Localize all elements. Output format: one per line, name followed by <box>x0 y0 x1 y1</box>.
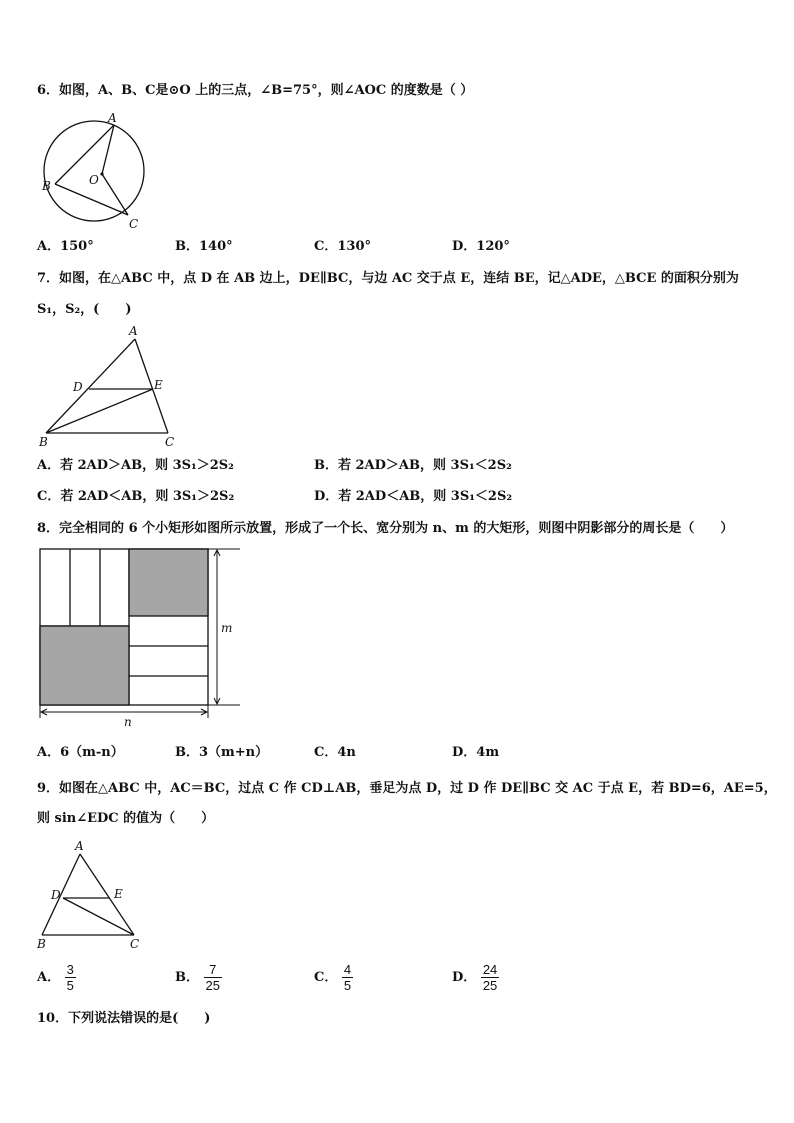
label-b: B <box>37 937 46 951</box>
q7-stem-line1: 7．如图，在△ABC 中，点 D 在 AB 边上，DE∥BC，与边 AC 交于点 E，连结 BE，记△ADE，△BCE 的面积分别为 <box>37 271 739 286</box>
shaded-top-right <box>129 549 208 616</box>
label-m: m <box>221 621 233 635</box>
segment-ac <box>135 339 168 433</box>
q8-option-d: D．4m <box>452 745 500 760</box>
segment-dc <box>63 898 134 935</box>
q9-option-c <box>314 962 353 993</box>
segment-ab <box>42 854 80 935</box>
q8-option-a: A．6（m-n） <box>37 745 124 760</box>
q9-option-b-letter: B． <box>175 970 199 985</box>
label-a: A <box>108 111 117 125</box>
center-dot <box>100 172 103 175</box>
q9-option-b <box>175 962 222 993</box>
label-b: B <box>39 435 48 449</box>
q8-figure <box>36 546 246 731</box>
q7-option-c: C．若 2AD＜AB，则 3S₁＞2S₂ <box>37 489 235 504</box>
label-c: C <box>165 435 175 449</box>
label-c: C <box>130 937 140 951</box>
q8-option-c: C．4n <box>314 745 356 760</box>
q9-figure <box>36 840 146 952</box>
label-e: E <box>114 887 123 901</box>
label-c: C <box>129 217 139 231</box>
shaded-bottom-left <box>40 626 129 705</box>
q9-option-b-fraction <box>204 962 222 993</box>
segment-bc <box>55 184 128 215</box>
label-a: A <box>129 324 138 338</box>
segment-be <box>46 389 153 433</box>
label-b: B <box>42 179 51 193</box>
q6-figure <box>38 108 158 233</box>
segment-oa <box>102 125 114 174</box>
q6-option-d: D．120° <box>452 239 510 254</box>
denominator: 25 <box>482 978 498 993</box>
q9-option-c-letter: C． <box>314 970 338 985</box>
circle-o <box>44 121 144 221</box>
label-o: O <box>89 173 99 187</box>
numerator: 3 <box>66 962 74 977</box>
denominator: 25 <box>205 978 220 993</box>
denominator: 5 <box>66 978 74 993</box>
q9-option-d-letter: D． <box>452 970 477 985</box>
q9-option-a <box>37 962 76 993</box>
q6-option-a: A．150° <box>37 239 94 254</box>
q7-stem-line2: S₁，S₂，( ) <box>37 302 132 317</box>
numerator: 4 <box>343 962 352 977</box>
numerator: 7 <box>204 962 222 978</box>
label-d: D <box>73 380 83 394</box>
q9-stem-line1: 9．如图在△ABC 中，AC＝BC，过点 C 作 CD⊥AB，垂足为点 D，过 D 作 DE∥BC 交 AC 于点 E，若 BD=6，AE=5， <box>37 781 777 796</box>
q8-option-b: B．3（m+n） <box>175 745 269 760</box>
label-a: A <box>75 839 84 853</box>
q7-option-b: B．若 2AD＞AB，则 3S₁＜2S₂ <box>314 458 512 473</box>
label-d: D <box>51 888 61 902</box>
q7-figure <box>36 325 186 450</box>
q10-stem: 10．下列说法错误的是( ) <box>37 1011 211 1026</box>
q8-stem: 8．完全相同的 6 个小矩形如图所示放置，形成了一个长、宽分别为 n、m 的大矩形，则图中阴影部分的周长是（ ） <box>37 521 734 536</box>
q7-option-a: A．若 2AD＞AB，则 3S₁＞2S₂ <box>37 458 234 473</box>
segment-ab <box>46 339 135 433</box>
segment-ba <box>55 125 114 184</box>
q9-option-d <box>452 962 499 993</box>
q7-option-d: D．若 2AD＜AB，则 3S₁＜2S₂ <box>314 489 513 504</box>
q9-option-a-letter: A． <box>37 970 61 985</box>
q9-stem-line2: 则 sin∠EDC 的值为（ ） <box>37 811 215 826</box>
label-e: E <box>154 378 163 392</box>
q9-option-c-fraction <box>342 962 353 993</box>
q9-option-a-fraction <box>65 962 76 993</box>
denominator: 5 <box>343 978 352 993</box>
numerator: 24 <box>482 962 498 977</box>
label-n: n <box>124 715 132 729</box>
q9-option-d-fraction <box>481 962 499 993</box>
q6-option-c: C．130° <box>314 239 371 254</box>
segment-ac <box>80 854 134 935</box>
q6-option-b: B．140° <box>175 239 233 254</box>
q6-stem: 6．如图，A、B、C是⊙O 上的三点，∠B=75°，则∠AOC 的度数是（ ） <box>37 83 474 98</box>
